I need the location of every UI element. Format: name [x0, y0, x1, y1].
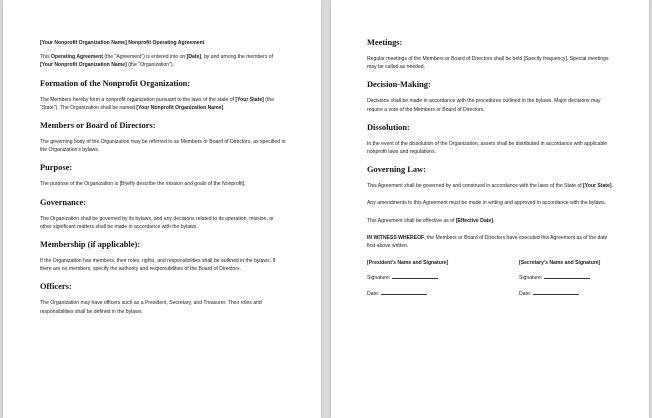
decision-heading: Decision-Making: [367, 80, 431, 90]
secretary-date-line [533, 289, 579, 295]
governance-heading: Governance: [40, 197, 87, 207]
governing-law-paragraph: This Agreement shall be governed by and construed in accordance with the laws of the State of [Your State]. [367, 183, 613, 190]
effective-paragraph: This Agreement shall be effective as of [Effective Date]. [367, 217, 495, 224]
secretary-signature-label: Signature: [519, 275, 543, 282]
signature-block [367, 259, 613, 298]
governing-law-heading: Governing Law: [367, 165, 426, 175]
left-page [3, 0, 321, 418]
witness-paragraph: IN WITNESS WHEREOF, the Members or Board of Directors have executed this Agreement as of the date first above written. [367, 234, 608, 250]
officers-paragraph: The Organization may have officers such as a President, Secretary, and Treasurer. Their roles and responsibilities shall be defined in the bylaws. [40, 300, 262, 315]
decision-paragraph: Decisions shall be made in accordance with the procedures outlined in the bylaws. Major decisions may require a vote of the Members or Board of Directors. [367, 98, 601, 113]
document-title: [Your Nonprofit Organization Name] Nonprofit Operating Agreement [40, 40, 205, 46]
secretary-signature [519, 259, 613, 298]
secretary-date-label: Date: [519, 290, 532, 297]
president-signature-label: Signature: [367, 275, 391, 282]
secretary-label: [Secretary's Name and Signature] [519, 260, 601, 267]
secretary-signature-line [544, 273, 590, 279]
purpose-heading: Purpose: [40, 163, 73, 173]
governance-paragraph: The Organization shall be governed by its bylaws, and any decisions related to its operation, mission, or other significant matters shall be made in accordance with the bylaws. [40, 215, 274, 230]
dissolution-heading: Dissolution: [367, 122, 410, 132]
members-paragraph: The governing body of the Organization may be referred to as Members or Board of Directors, as specified in the Organization's bylaws. [40, 139, 286, 154]
members-heading: Members or Board of Directors: [40, 121, 156, 131]
president-date-line [381, 289, 427, 295]
right-page [331, 0, 649, 418]
officers-heading: Officers: [40, 282, 72, 292]
president-signature-line [392, 273, 438, 279]
president-label: [President's Name and Signature] [367, 260, 449, 267]
intro-paragraph: This Operating Agreement (the "Agreement") is entered into on [Date], by and among the members of [Your Nonprofit Organization Name] (the "Organization"). [40, 54, 274, 69]
membership-heading: Membership (if applicable): [40, 240, 141, 250]
purpose-paragraph: The purpose of the Organization is [Briefly describe the mission and goals of the Nonprofit]. [40, 181, 246, 188]
dissolution-paragraph: In the event of the dissolution of the Organization, assets shall be distributed in accordance with applicable nonprofit laws and regulations. [367, 140, 608, 156]
membership-paragraph: If the Organization has members, their roles, rights, and responsibilities shall be outlined in the bylaws. If there are no members, specify the authority and responsibilities of the Board of Directors. [40, 258, 276, 273]
formation-paragraph: The Members hereby form a nonprofit organization pursuant to the laws of the state of [Your State] (the "State"). The Organization shall be named [Your Nonprofit Organization Name]. [40, 96, 275, 111]
meetings-paragraph: Regular meetings of the Members or Board of Directors shall be held [Specify frequency]. Special meetings may be called as needed. [367, 56, 609, 71]
meetings-heading: Meetings: [367, 38, 403, 47]
formation-heading: Formation of the Nonprofit Organization: [40, 78, 191, 88]
president-signature [367, 259, 519, 298]
amendments-paragraph: Any amendments to this Agreement must be made in writing and approved in accordance with the bylaws. [367, 200, 606, 207]
president-date-label: Date: [367, 290, 380, 297]
